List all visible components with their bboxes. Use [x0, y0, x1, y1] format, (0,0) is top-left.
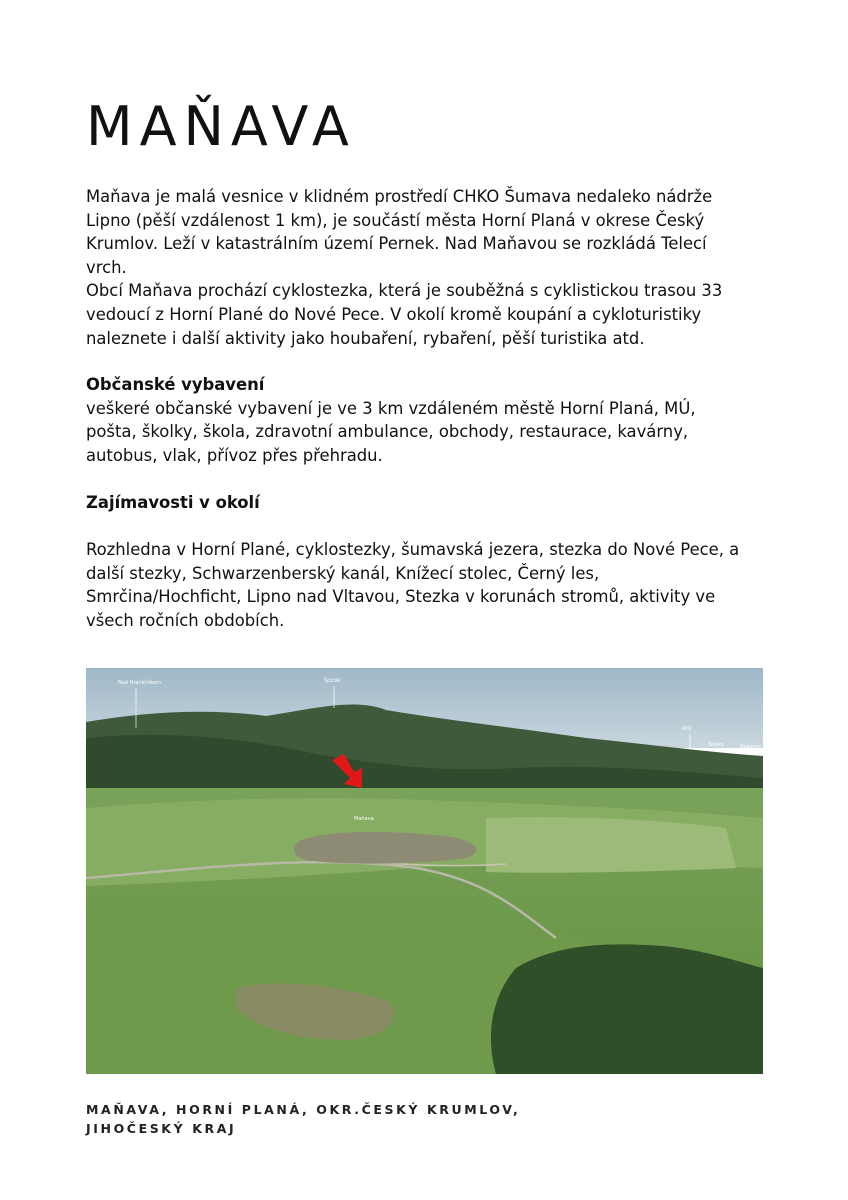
peak-label: Bukovec: [740, 744, 762, 750]
footer-address: MAŇAVA, HORNÍ PLANÁ, OKR.ČESKÝ KRUMLOV, JIHOČESKÝ KRAJ: [86, 1102, 521, 1136]
sights-section: [86, 491, 766, 633]
intro-paragraph-1: Maňava je malá vesnice v klidném prostředí CHKO Šumava nedaleko nádrže Lipno (pěší vzdálenost 1 km), je součástí města Horní Planá v okrese Český Krumlov. Leží v katastrálním území Pernek. Nad Maňavou se rozkládá Telecí vrch.: [86, 187, 713, 277]
peak-label: Špičák: [324, 678, 341, 684]
peak-label: Nad Hraničníkem: [118, 680, 161, 686]
sights-heading: Zajímavosti v okolí: [86, 493, 260, 512]
civic-amenities-text: veškeré občanské vybavení je ve 3 km vzdáleném městě Horní Planá, MÚ, pošta, školky, škola, zdravotní ambulance, obchody, restaurace, kavárny, autobus, vlak, přívoz přes přehradu.: [86, 398, 696, 465]
village: [294, 832, 476, 864]
village-label: Maňava: [354, 816, 374, 822]
peak-label: Kříž: [682, 726, 692, 732]
field-patch: [486, 817, 736, 872]
intro-section: [86, 185, 766, 350]
peak-label: Školky: [708, 742, 725, 748]
sights-text: Rozhledna v Horní Plané, cyklostezky, šumavská jezera, stezka do Nové Pece, a další stezky, Schwarzenberský kanál, Knížecí stolec, Černý les, Smrčina/Hochficht, Lipno nad Vltavou, Stezka v korunách stromů, aktivity ve všech ročních obdobích.: [86, 540, 740, 630]
intro-paragraph-2: Obcí Maňava prochází cyklostezka, která je souběžná s cyklistickou trasou 33 vedoucí z Horní Plané do Nové Pece. V okolí kromě koupání a cykloturistiky naleznete i další aktivity jako houbaření, rybaření, pěší turistika atd.: [86, 281, 723, 348]
civic-amenities-heading: Občanské vybavení: [86, 375, 265, 394]
aerial-photo: [86, 668, 763, 1074]
civic-amenities-section: [86, 373, 766, 467]
forest-front: [491, 944, 763, 1074]
page-title: MAŇAVA: [86, 95, 356, 158]
